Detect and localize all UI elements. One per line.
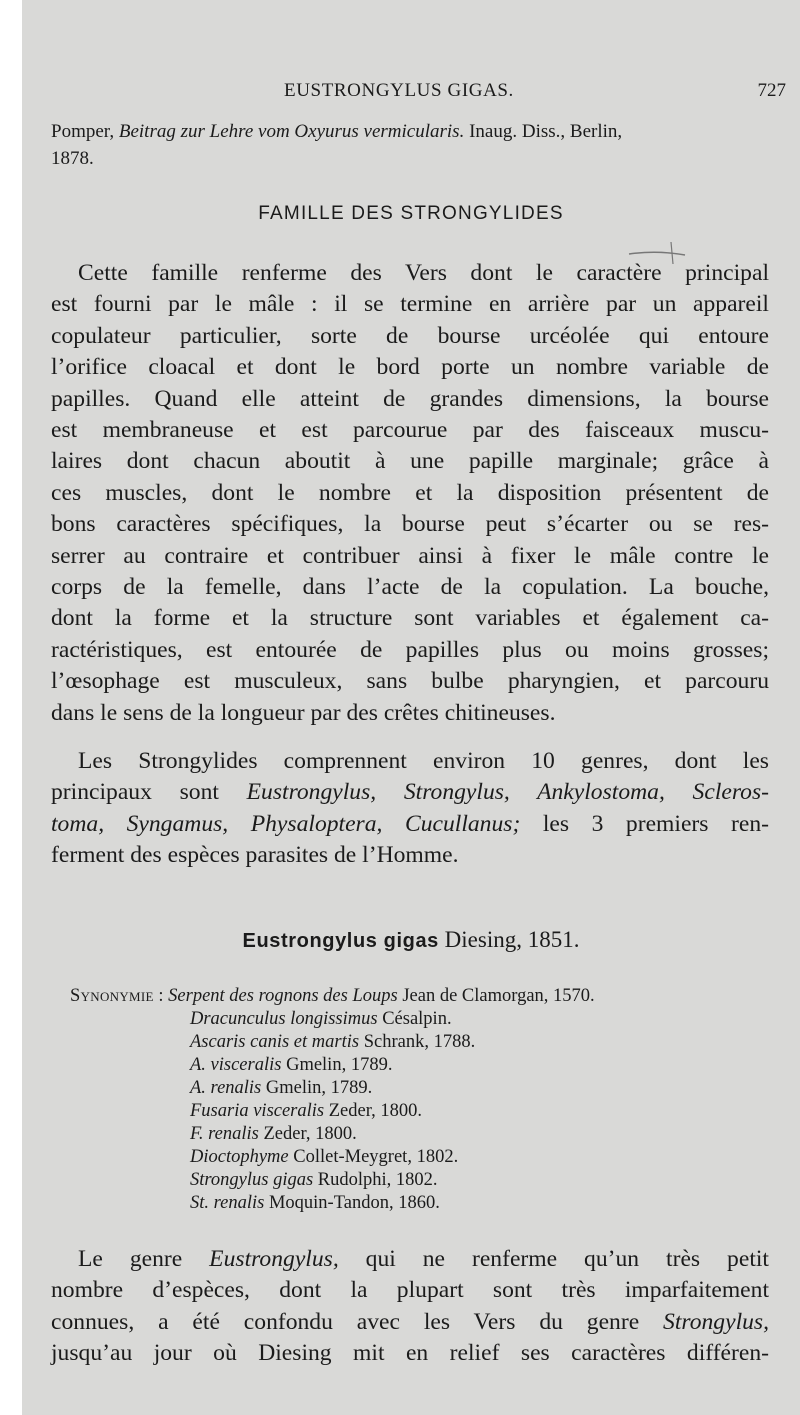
paragraph1-line: ces muscles, dont le nombre et la disposition présentent de	[51, 479, 769, 506]
page-header	[22, 80, 800, 106]
paragraph1-line: l’œsophage est musculeux, sans bulbe pharyngien, et parcouru	[51, 668, 769, 695]
synonymy-entry: Synonymie : Serpent des rognons des Loups Jean de Clamorgan, 1570.	[70, 986, 595, 1006]
paragraph1-line: bons caractères spécifiques, la bourse peut s’écarter ou se res-	[51, 511, 769, 538]
paragraph3-line: nombre d’espèces, dont la plupart sont très imparfaitement	[51, 1277, 769, 1304]
synonymy-entry: A. renalis Gmelin, 1789.	[190, 1078, 373, 1098]
paragraph1-line: dans le sens de la longueur par des crêtes chitineuses.	[51, 699, 556, 726]
paragraph1-line: l’orifice cloacal et dont le bord porte un nombre variable de	[51, 354, 769, 381]
paragraph1-line: Cette famille renferme des Vers dont le caractère principal	[78, 260, 769, 286]
running-title: EUSTRONGYLUS GIGAS.	[284, 80, 514, 101]
paragraph1-line: papilles. Quand elle atteint de grandes dimensions, la bourse	[51, 385, 769, 412]
synonymy-entry: Ascaris canis et martis Schrank, 1788.	[190, 1032, 476, 1052]
genus-list: toma, Syngamus, Physaloptera, Cucullanus;	[51, 810, 521, 837]
paragraph2-line: ferment des espèces parasites de l’Homme.	[51, 842, 459, 869]
reference-line-2: 1878.	[51, 148, 94, 169]
paragraph3-line: connues, a été confondu avec les Vers du genre Strongylus,	[51, 1308, 769, 1335]
reference-line-1: Pomper, Beitrag zur Lehre vom Oxyurus vermicularis. Inaug. Diss., Berlin,	[51, 121, 623, 142]
synonymy-entry: F. renalis Zeder, 1800.	[190, 1124, 357, 1144]
book-page	[22, 0, 800, 1415]
reference-title: Beitrag zur Lehre vom Oxyurus vermicularis.	[118, 121, 465, 142]
synonymy-block	[70, 985, 595, 1215]
synonymy-entry: St. renalis Moquin-Tandon, 1860.	[190, 1193, 440, 1213]
paragraph1-line: laires dont chacun aboutit à une papille marginale; grâce à	[51, 448, 769, 475]
synonymy-entry: Dracunculus longissimus Césalpin.	[190, 1009, 452, 1029]
page-number: 727	[757, 80, 786, 101]
paragraph1-line: corps de la femelle, dans l’acte de la copulation. La bouche,	[51, 574, 769, 600]
species-heading	[22, 927, 800, 953]
synonymy-entry: Fusaria visceralis Zeder, 1800.	[190, 1101, 423, 1121]
synonymy-entry: Dioctophyme Collet-Meygret, 1802.	[190, 1147, 459, 1167]
paragraph1-line: est membraneuse et est parcourue par des faisceaux muscu-	[51, 417, 769, 443]
section-title: FAMILLE DES STRONGYLIDES	[258, 203, 564, 224]
paragraph2-line: Les Strongylides comprennent environ 10 genres, dont les	[78, 748, 769, 774]
paragraph1-line: dont la forme et la structure sont variables et également ca-	[51, 605, 769, 632]
species-name: Eustrongylus gigas	[242, 930, 439, 952]
species-author: Diesing, 1851.	[438, 927, 580, 952]
paragraph3-line: Le genre Eustrongylus, qui ne renferme qu’un très petit	[78, 1246, 769, 1272]
paragraph2-line: toma, Syngamus, Physaloptera, Cucullanus; les 3 premiers ren-	[51, 810, 769, 837]
genus-list: Eustrongylus, Strongylus, Ankylostoma, Scleros-	[246, 779, 769, 806]
paragraph1-line: copulateur particulier, sorte de bourse urcéolée qui entoure	[51, 322, 769, 349]
synonymy-entry: Strongylus gigas Rudolphi, 1802.	[190, 1170, 438, 1190]
paragraph1-line: ractéristiques, est entourée de papilles plus ou moins grosses;	[51, 636, 769, 663]
paragraph1-line: est fourni par le mâle : il se termine en arrière par un appareil	[51, 291, 769, 318]
paragraph2-line: principaux sont Eustrongylus, Strongylus, Ankylostoma, Scleros-	[51, 779, 769, 806]
synonymy-entry: A. visceralis Gmelin, 1789.	[190, 1055, 393, 1075]
paragraph1-line: serrer au contraire et contribuer ainsi à fixer le mâle contre le	[51, 542, 769, 569]
paragraph3-line: jusqu’au jour où Diesing mit en relief ses caractères différen-	[51, 1340, 769, 1367]
synonymy-label: Synonymie	[70, 986, 154, 1006]
